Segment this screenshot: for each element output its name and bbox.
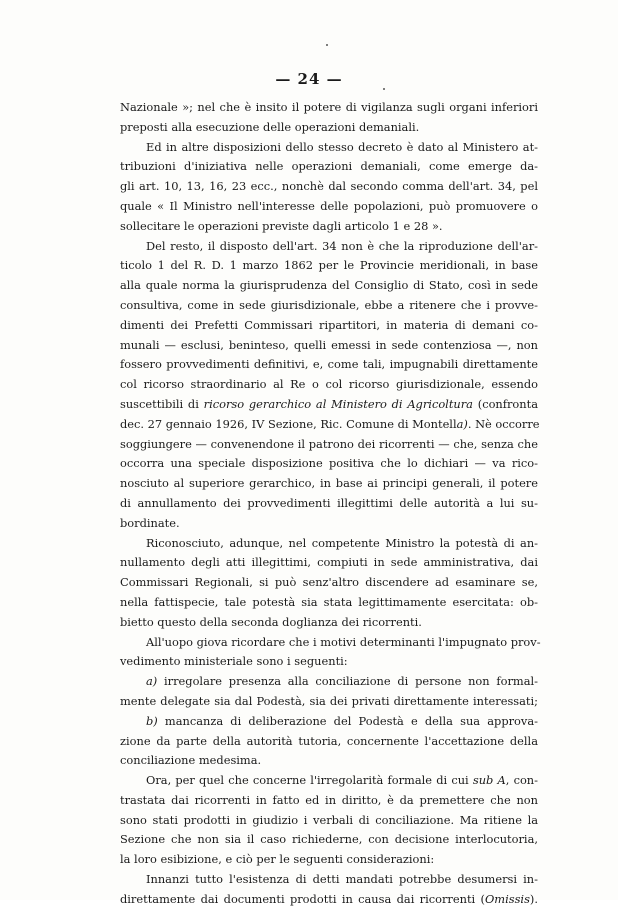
text-line: fossero provvedimenti definitivi, e, come tali, impugnabili direttamente: [120, 357, 538, 372]
text-line: col ricorso straordinario al Re o col ricorso giurisdizionale, essendo: [120, 377, 538, 392]
text-line: Nazionale »; nel che è insito il potere di vigilanza sugli organi inferiori: [120, 100, 538, 114]
text-line: Riconosciuto, adunque, nel competente Ministro la potestà di an-: [146, 535, 538, 550]
text-line: di annullamento dei provvedimenti illegittimi delle autorità a lui su-: [120, 495, 538, 510]
scan-speck: [383, 88, 385, 90]
text-line: b) mancanza di deliberazione del Podestà e della sua approva-: [146, 713, 538, 728]
text-line: sono stati prodotti in giudizio i verbali di conciliazione. Ma ritiene la: [120, 812, 538, 827]
text-line: consultiva, come in sede giurisdizionale, ebbe a ritenere che i provve-: [120, 297, 538, 312]
text-line: nosciuto al superiore gerarchico, in base ai principi generali, il potere: [120, 476, 538, 491]
page-number: — 24 —: [275, 70, 343, 88]
text-line: alla quale norma la giurisprudenza del Consiglio di Stato, così in sede: [120, 278, 538, 293]
text-line: mente delegate sia dal Podestà, sia dei privati direttamente interessati;: [120, 693, 538, 708]
text-line: conciliazione medesima.: [120, 753, 262, 768]
text-line: suscettibili di ricorso gerarchico al Ministero di Agricoltura (confronta: [120, 396, 538, 411]
text-line: soggiungere — convenendone il patrono dei ricorrenti — che, senza che: [120, 436, 538, 451]
text-line: All'uopo giova ricordare che i motivi determinanti l'impugnato prov-: [146, 634, 541, 649]
text-line: nullamento degli atti illegittimi, compiuti in sede amministrativa, dai: [120, 555, 538, 570]
text-line: ticolo 1 del R. D. 1 marzo 1862 per le Provincie meridionali, in base: [120, 258, 538, 273]
text-line: direttamente dai documenti prodotti in causa dai ricorrenti (Omissis).: [120, 891, 538, 906]
text-line: preposti alla esecuzione delle operazioni demaniali.: [120, 119, 420, 134]
text-line: vedimento ministeriale sono i seguenti:: [120, 654, 348, 669]
scan-speck: [326, 44, 328, 46]
text-line: bordinate.: [120, 515, 180, 530]
text-line: Sezione che non sia il caso richiederne, con decisione interlocutoria,: [120, 832, 538, 847]
text-line: occorra una speciale disposizione positiva che lo dichiari — va rico-: [120, 456, 538, 471]
text-line: la loro esibizione, e ciò per le seguenti considerazioni:: [120, 852, 435, 867]
text-line: bietto questo della seconda doglianza dei ricorrenti.: [120, 614, 422, 629]
text-line: dimenti dei Prefetti Commissari ripartitori, in materia di demani co-: [120, 317, 538, 332]
text-line: dec. 27 gennaio 1926, IV Sezione, Ric. Comune di Montella). Nè occorre: [120, 416, 540, 431]
text-line: zione da parte della autorità tutoria, concernente l'accettazione della: [120, 733, 538, 748]
text-line: Commissari Regionali, si può senz'altro discendere ad esaminare se,: [120, 575, 538, 590]
text-line: nella fattispecie, tale potestà sia stata legittimamente esercitata: ob-: [120, 594, 538, 609]
text-line: munali — esclusi, beninteso, quelli emessi in sede contenziosa —, non: [120, 337, 538, 352]
text-line: quale « Il Ministro nell'interesse delle popolazioni, può promuovere o: [120, 198, 538, 213]
text-line: sollecitare le operazioni previste dagli articolo 1 e 28 ».: [120, 218, 443, 233]
text-line: Ora, per quel che concerne l'irregolarità formale di cui sub A, con-: [146, 773, 538, 788]
text-line: Del resto, il disposto dell'art. 34 non è che la riproduzione dell'ar-: [146, 238, 538, 253]
body-text: [120, 98, 541, 910]
text-line: Ed in altre disposizioni dello stesso decreto è dato al Ministero at-: [146, 139, 538, 154]
text-line: a) irregolare presenza alla conciliazione di persone non formal-: [146, 674, 538, 689]
text-line: Innanzi tutto l'esistenza di detti mandati potrebbe desumersi in-: [146, 872, 538, 887]
text-line: trastata dai ricorrenti in fatto ed in diritto, è da premettere che non: [120, 792, 538, 807]
text-line: tribuzioni d'iniziativa nelle operazioni demaniali, come emerge da-: [120, 159, 538, 174]
text-line: gli art. 10, 13, 16, 23 ecc., nonchè dal secondo comma dell'art. 34, pel: [120, 179, 538, 194]
